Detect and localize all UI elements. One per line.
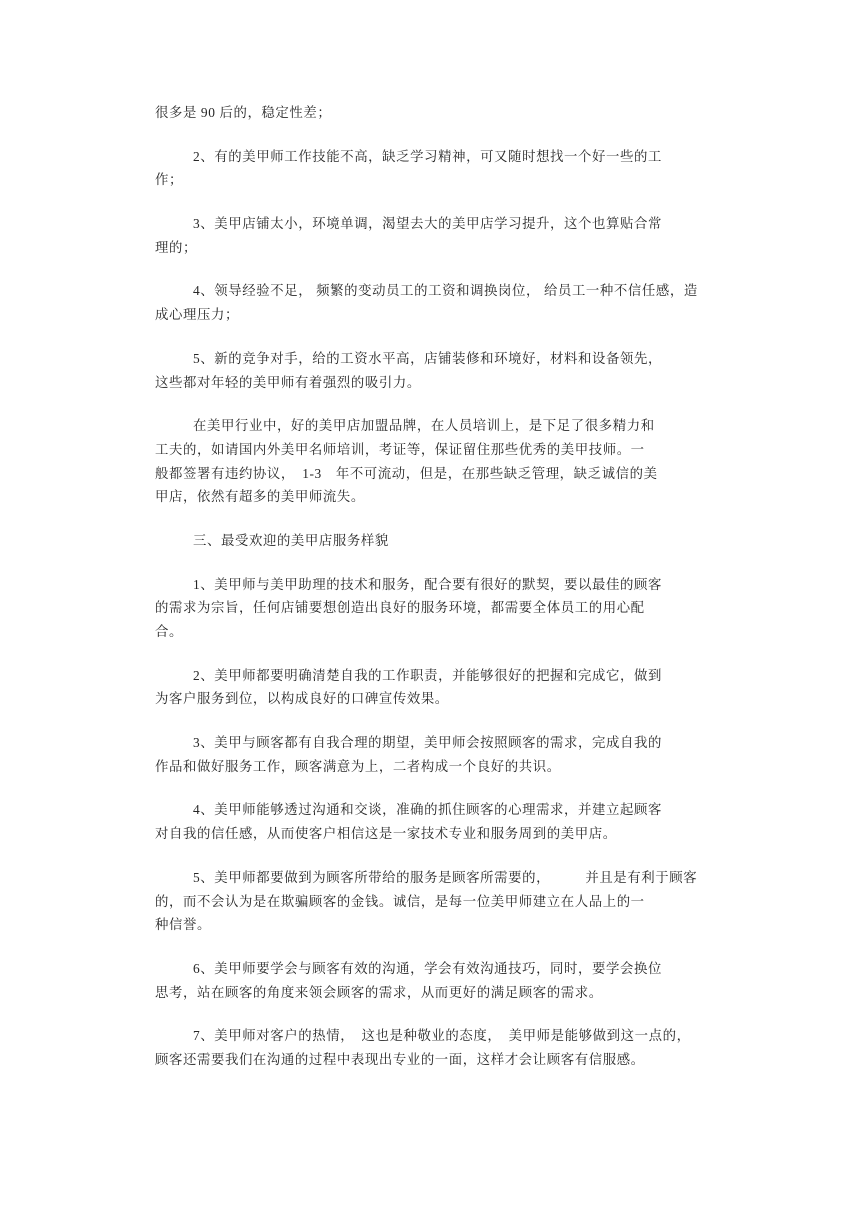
text-line: 很多是 90 后的，稳定性差； (155, 105, 332, 120)
text-line: 为客户服务到位，以构成良好的口碑宣传效果。 (155, 691, 449, 707)
text-line: 种信誉。 (155, 917, 211, 933)
paragraph (155, 347, 775, 394)
text-line: 5、美甲师都要做到为顾客所带给的服务是顾客所需要的， 并且是有利于顾客 (193, 869, 698, 885)
text-line: 5、新的竞争对手，给的工资水平高，店铺装修和环境好，材料和设备领先， (193, 350, 662, 366)
text-line: 工夫的，如请国内外美甲名师培训，考证等，保证留住那些优秀的美甲技师。一 (155, 441, 645, 457)
text-line: 对自我的信任感，从而使客户相信这是一家技术专业和服务周到的美甲店。 (155, 826, 617, 842)
text-line: 合。 (155, 624, 183, 639)
text-line: 6、美甲师要学会与顾客有效的沟通，学会有效沟通技巧，同时，要学会换位 (193, 960, 662, 976)
paragraph (155, 798, 775, 845)
text-line: 1、美甲师与美甲助理的技术和服务，配合要有很好的默契，要以最佳的顾客 (193, 576, 662, 592)
text-line: 7、美甲师对客户的热情， 这也是种敬业的态度， 美甲师是能够做到这一点的， (193, 1028, 691, 1044)
paragraph (155, 664, 775, 711)
text-line: 4、美甲师能够透过沟通和交谈，准确的抓住顾客的心理需求，并建立起顾客 (193, 802, 662, 818)
document-body (155, 101, 775, 1092)
paragraph (155, 101, 775, 125)
paragraph (155, 731, 775, 778)
text-line: 般都签署有违约协议， 1-3 年不可流动，但是，在那些缺乏管理，缺乏诚信的美 (155, 465, 658, 481)
paragraph (155, 1024, 775, 1071)
text-line: 3、美甲店铺太小，环境单调，渴望去大的美甲店学习提升，这个也算贴合常 (193, 216, 662, 232)
paragraph (155, 279, 775, 326)
text-line: 2、美甲师都要明确清楚自我的工作职责，并能够很好的把握和完成它，做到 (193, 667, 662, 683)
text-line: 在美甲行业中，好的美甲店加盟品牌，在人员培训上，是下足了很多精力和 (193, 418, 655, 434)
text-line: 甲店，依然有超多的美甲师流失。 (155, 489, 365, 505)
text-line: 4、领导经验不足， 频繁的变动员工的工资和调换岗位， 给员工一种不信任感，造 (193, 283, 698, 299)
text-line: 思考，站在顾客的角度来领会顾客的需求，从而更好的满足顾客的需求。 (155, 984, 603, 1000)
paragraph (155, 573, 775, 644)
text-line: 理的； (155, 239, 197, 255)
text-line: 的，而不会认为是在欺骗顾客的金钱。诚信，是每一位美甲师建立在人品上的一 (155, 893, 645, 909)
paragraph (155, 957, 775, 1004)
paragraph (155, 212, 775, 259)
text-line: 这些都对年轻的美甲师有着强烈的吸引力。 (155, 374, 421, 390)
text-line: 作； (155, 172, 183, 188)
text-line: 3、美甲与顾客都有自我合理的期望，美甲师会按照顾客的需求，完成自我的 (193, 735, 662, 751)
text-line: 成心理压力； (155, 307, 239, 323)
text-line: 作品和做好服务工作，顾客满意为上，二者构成一个良好的共识。 (155, 758, 561, 774)
paragraph (155, 145, 775, 192)
text-line: 的需求为宗旨，任何店铺要想创造出良好的服务环境，都需要全体员工的用心配 (155, 600, 645, 616)
paragraph (155, 414, 775, 509)
section-heading (155, 529, 775, 553)
text-line: 三、最受欢迎的美甲店服务样貌 (193, 532, 389, 548)
paragraph (155, 866, 775, 937)
text-line: 2、有的美甲师工作技能不高，缺乏学习精神，可又随时想找一个好一些的工 (193, 148, 662, 164)
text-line: 顾客还需要我们在沟通的过程中表现出专业的一面，这样才会让顾客有信服感。 (155, 1051, 645, 1067)
